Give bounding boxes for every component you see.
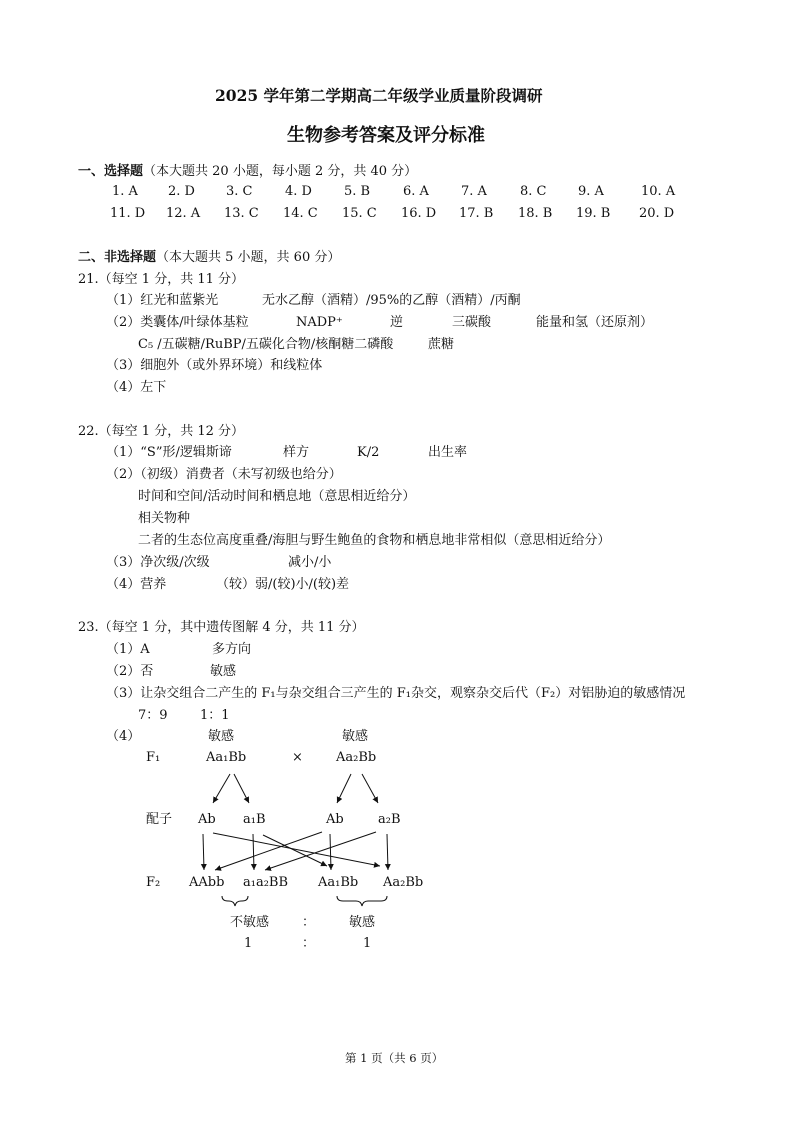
q21-answer: （1）红光和蓝紫光	[106, 293, 219, 308]
ratio-left-value: 1	[244, 936, 253, 951]
phenotype-left: 敏感	[208, 729, 235, 744]
q22-answer: （4）营养	[106, 577, 167, 592]
mc-answer: 6. A	[403, 184, 429, 199]
mc-answer: 10. A	[641, 184, 676, 199]
cross-symbol: ×	[292, 750, 303, 765]
mc-answer: 12. A	[166, 206, 201, 221]
arrow	[362, 774, 378, 803]
f2-genotype: a₁a₂BB	[243, 875, 289, 890]
mc-answer: 14. C	[283, 206, 318, 221]
q22-answer: K/2	[357, 445, 380, 460]
mc-answer: 11. D	[110, 206, 146, 221]
q22-answer: （3）净次级/次级	[106, 555, 210, 570]
q23-answer: 1：1	[200, 708, 230, 723]
mc-answer: 4. D	[285, 184, 312, 199]
arrow	[234, 774, 249, 803]
document-title: 2025 学年第二学期高二年级学业质量阶段调研	[215, 86, 543, 105]
mc-answer: 18. B	[518, 206, 553, 221]
q23-answer: （1）A	[106, 642, 150, 657]
gamete: a₁B	[243, 812, 266, 827]
arrow	[337, 774, 351, 803]
section2-note: （本大题共 5 小题，共 60 分）	[156, 250, 341, 265]
arrow	[253, 834, 254, 870]
ratio-colon: ：	[302, 936, 316, 951]
q23-answer: （4）	[106, 729, 141, 744]
mc-answer: 5. B	[344, 184, 371, 199]
arrow	[330, 834, 331, 870]
q22-answer: 二者的生态位高度重叠/海胆与野生鲍鱼的食物和栖息地非常相似（意思相近给分）	[138, 533, 611, 548]
arrow	[265, 832, 376, 870]
gamete-label: 配子	[146, 812, 173, 827]
mc-answer: 20. D	[639, 206, 675, 221]
q21-heading: 21.（每空 1 分，共 11 分）	[78, 272, 245, 287]
mc-answer: 13. C	[224, 206, 259, 221]
arrow	[387, 834, 388, 870]
mc-answer: 8. C	[520, 184, 547, 199]
q23-answer: 7：9	[138, 708, 168, 723]
section1-note: （本大题共 20 小题，每小题 2 分，共 40 分）	[143, 164, 418, 179]
mc-answer: 19. B	[576, 206, 611, 221]
q21-answer: 逆	[390, 315, 404, 330]
q21-answer: C₅ /五碳糖/RuBP/五碳化合物/核酮糖二磷酸	[138, 337, 394, 352]
phenotype-right: 敏感	[342, 729, 369, 744]
q22-heading: 22.（每空 1 分，共 12 分）	[78, 424, 245, 439]
mc-answer: 1. A	[112, 184, 138, 199]
ratio-right-label: 敏感	[349, 915, 376, 930]
q21-answer: （2）类囊体/叶绿体基粒	[106, 315, 249, 330]
q21-answer: 三碳酸	[452, 315, 492, 330]
f2-genotype: AAbb	[189, 875, 225, 890]
gamete: Ab	[326, 812, 344, 827]
brace-left	[222, 896, 248, 906]
q23-answer: 敏感	[210, 664, 237, 679]
q21-answer: NADP⁺	[296, 315, 343, 330]
q23-answer: （2）否	[106, 664, 154, 679]
brace-right	[337, 896, 387, 906]
f2-genotype: Aa₂Bb	[383, 875, 424, 890]
section2-label: 二、非选择题	[78, 250, 157, 265]
mc-answer: 15. C	[342, 206, 377, 221]
q23-heading: 23.（每空 1 分，其中遗传图解 4 分，共 11 分）	[78, 620, 365, 635]
mc-answer: 3. C	[226, 184, 253, 199]
mc-answer: 9. A	[578, 184, 604, 199]
gamete: a₂B	[378, 812, 401, 827]
page-footer: 第 1 页（共 6 页）	[345, 1051, 444, 1065]
f2-label: F₂	[146, 875, 161, 890]
f1-label: F₁	[146, 750, 161, 765]
section1-label: 一、选择题	[78, 164, 144, 179]
arrow	[263, 835, 327, 866]
q22-answer: （2）（初级）消费者（未写初级也给分）	[106, 467, 342, 482]
q22-answer: （较）弱/(较)小/(较)差	[216, 577, 350, 592]
q22-answer: 减小/小	[288, 555, 332, 570]
ratio-right-value: 1	[363, 936, 372, 951]
ratio-left-label: 不敏感	[230, 915, 270, 930]
q21-answer: （3）细胞外（或外界环境）和线粒体	[106, 358, 323, 373]
mc-answer: 7. A	[461, 184, 487, 199]
q21-answer: 蔗糖	[428, 337, 455, 352]
mc-answer: 17. B	[459, 206, 494, 221]
q22-answer: 出生率	[428, 445, 468, 460]
ratio-colon: ：	[302, 915, 316, 930]
q21-answer: 无水乙醇（酒精）/95%的乙醇（酒精）/丙酮	[262, 293, 521, 308]
gamete: Ab	[198, 812, 216, 827]
f1-right: Aa₂Bb	[336, 750, 377, 765]
mc-answer: 16. D	[401, 206, 437, 221]
arrow	[213, 774, 230, 803]
arrow	[203, 834, 204, 870]
q22-answer: 样方	[283, 445, 310, 460]
q22-answer: 时间和空间/活动时间和栖息地（意思相近给分）	[138, 489, 416, 504]
q21-answer: （4）左下	[106, 380, 167, 395]
q22-answer: （1）“S”形/逻辑斯谛	[106, 445, 232, 460]
q23-answer: （3）让杂交组合二产生的 F₁与杂交组合三产生的 F₁杂交，观察杂交后代（F₂）对铝胁迫的敏感情况	[106, 686, 686, 701]
q22-answer: 相关物种	[138, 511, 191, 526]
mc-answer: 2. D	[168, 184, 195, 199]
q23-answer: 多方向	[212, 642, 252, 657]
f1-left: Aa₁Bb	[206, 750, 247, 765]
document-subtitle: 生物参考答案及评分标准	[287, 125, 485, 146]
arrow	[213, 833, 380, 866]
q21-answer: 能量和氢（还原剂）	[536, 315, 654, 330]
f2-genotype: Aa₁Bb	[318, 875, 359, 890]
